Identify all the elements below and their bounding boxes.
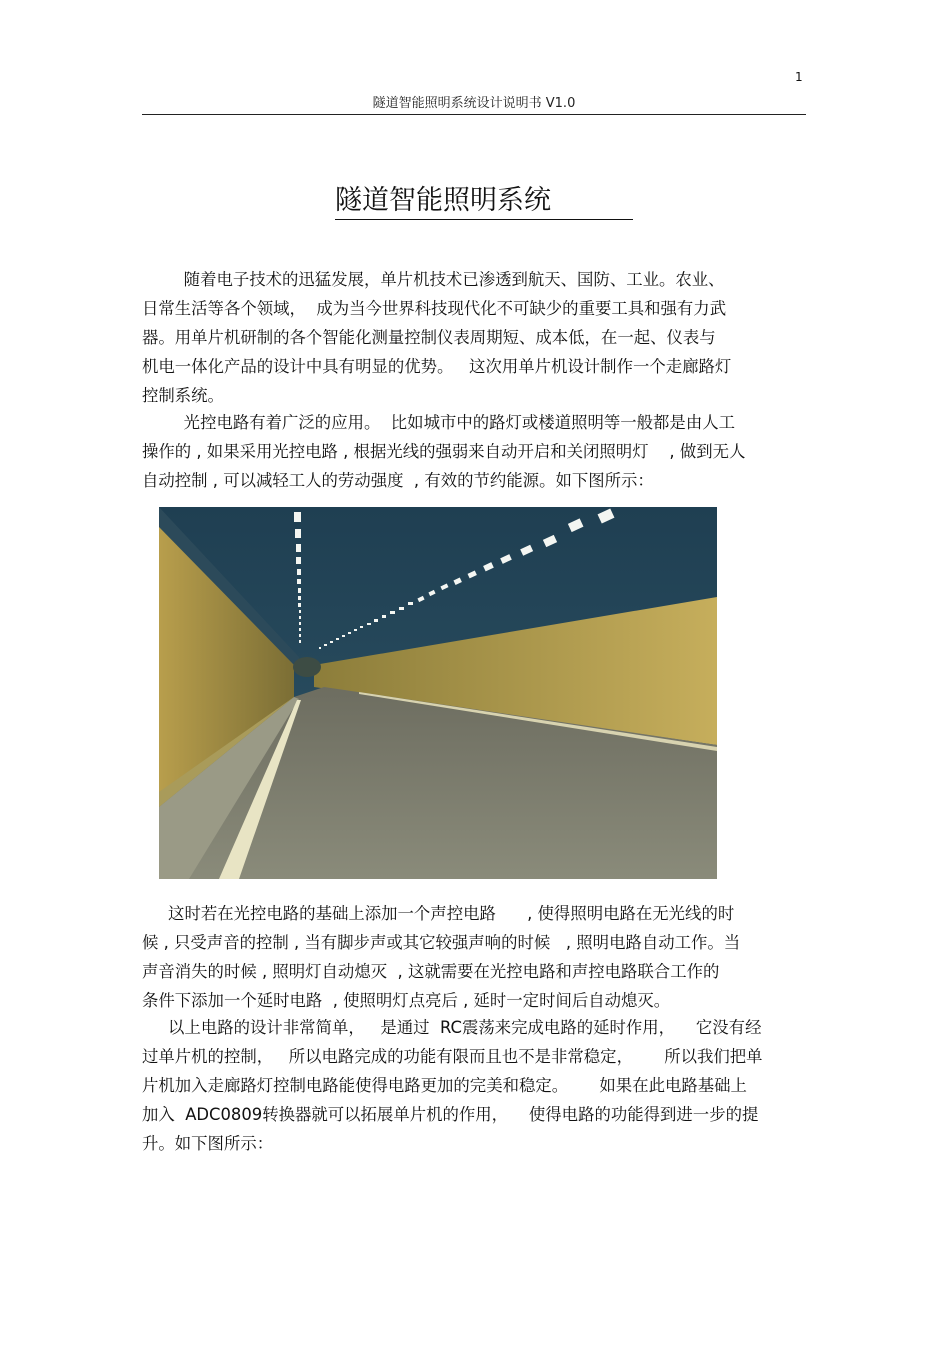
paragraph-line: 光控电路有着广泛的应用。 比如城市中的路灯或楼道照明等一般都是由人工	[142, 413, 735, 432]
paragraph-line: 器。用单片机研制的各个智能化测量控制仪表周期短、成本低，在一起、仪表与	[142, 328, 716, 347]
paragraph-line: 以上电路的设计非常简单， 是通过 RC震荡来完成电路的延时作用， 它没有经	[142, 1018, 762, 1037]
header-rule	[142, 114, 806, 115]
paragraph-line: 机电一体化产品的设计中具有明显的优势。 这次用单片机设计制作一个走廊路灯	[142, 357, 732, 376]
paragraph-line: 控制系统。	[142, 386, 224, 405]
running-header: 隧道智能照明系统设计说明书 V1.0	[372, 96, 576, 111]
light-control-paragraph	[142, 408, 806, 495]
paragraph-line: 候 , 只受声音的控制 , 当有脚步声或其它较强声响的时候 , 照明电路自动工作。当	[142, 933, 741, 952]
paragraph-line: 过单片机的控制， 所以电路完成的功能有限而且也不是非常稳定， 所以我们把单	[142, 1047, 763, 1066]
paragraph-line: 片机加入走廊路灯控制电路能使得电路更加的完美和稳定。 如果在此电路基础上	[142, 1076, 747, 1095]
paragraph-line: 声音消失的时候 , 照明灯自动熄灭 , 这就需要在光控电路和声控电路联合工作的	[142, 962, 720, 981]
paragraph-line: 操作的 , 如果采用光控电路 , 根据光线的强弱来自动开启和关闭照明灯 , 做到无人	[142, 442, 746, 461]
paragraph-line: 升。如下图所示：	[142, 1134, 274, 1153]
paragraph-line: 加入 ADC0809转换器就可以拓展单片机的作用， 使得电路的功能得到进一步的提	[142, 1105, 759, 1124]
paragraph-line: 这时若在光控电路的基础上添加一个声控电路 , 使得照明电路在无光线的时	[142, 904, 735, 923]
paragraph-line: 日常生活等各个领域， 成为当今世界科技现代化不可缺少的重要工具和强有力武	[142, 299, 727, 318]
tunnel-photo	[159, 507, 717, 879]
page-number: 1	[795, 70, 803, 84]
mcu-paragraph	[142, 1013, 806, 1158]
intro-paragraph	[142, 265, 806, 410]
sound-control-paragraph	[142, 899, 806, 1015]
document-title: 隧道智能照明系统	[335, 183, 633, 220]
paragraph-line: 自动控制 , 可以减轻工人的劳动强度 , 有效的节约能源。如下图所示：	[142, 471, 654, 490]
paragraph-line: 随着电子技术的迅猛发展，单片机技术已渗透到航天、国防、工业。农业、	[142, 270, 725, 289]
tunnel-illustration	[159, 507, 717, 879]
paragraph-line: 条件下添加一个延时电路 , 使照明灯点亮后 , 延时一定时间后自动熄灭。	[142, 991, 671, 1010]
